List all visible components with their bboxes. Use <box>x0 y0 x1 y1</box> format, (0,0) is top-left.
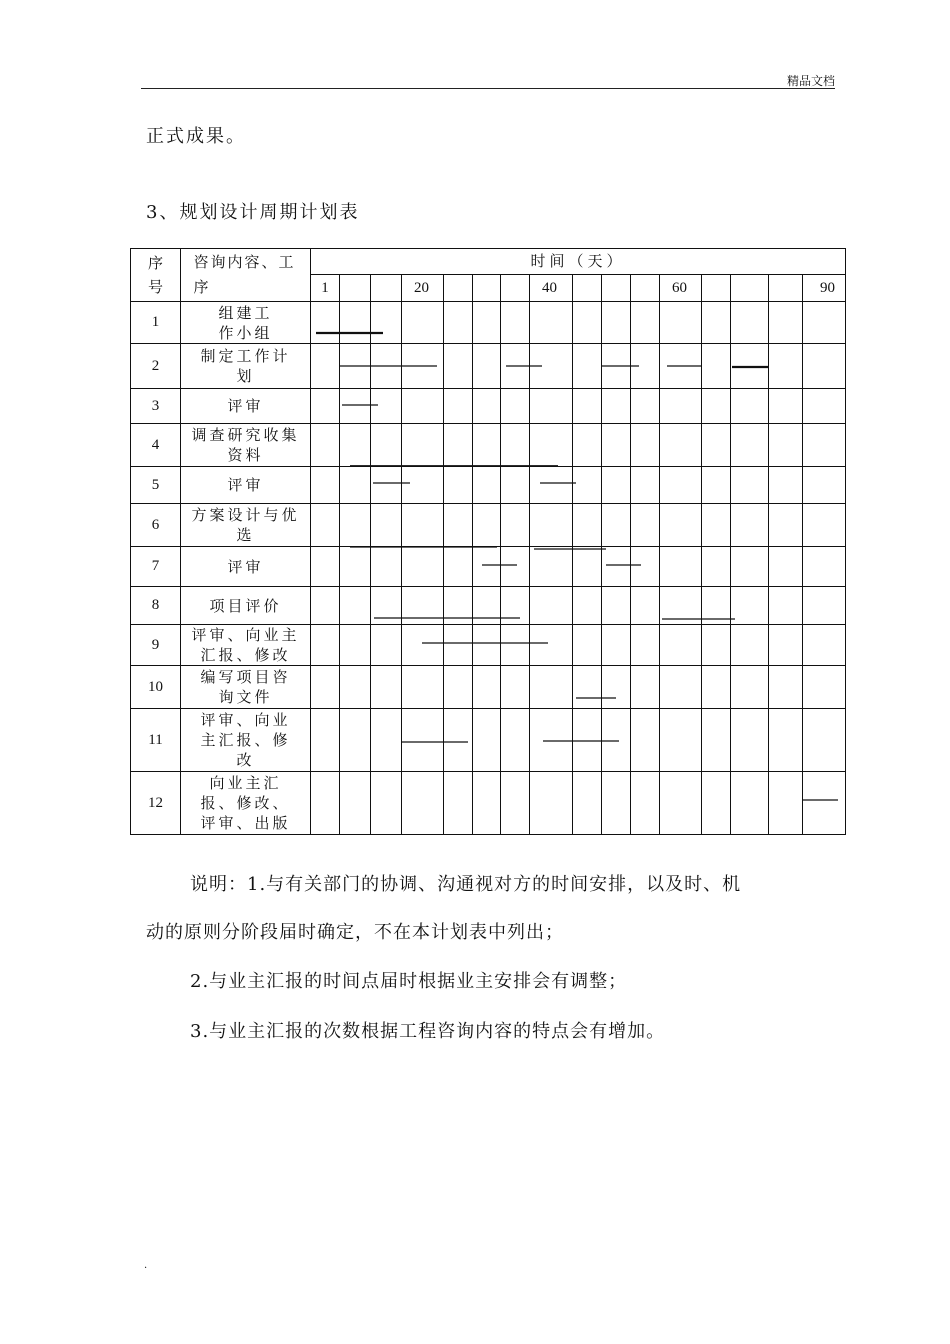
row-task: 组建工作小组 <box>181 302 311 344</box>
time-cell <box>660 424 702 467</box>
time-cell <box>702 344 731 389</box>
time-cell <box>371 547 402 587</box>
time-cell <box>803 709 846 772</box>
time-cell <box>702 467 731 504</box>
row-seq: 10 <box>131 666 181 709</box>
time-cell <box>371 625 402 666</box>
time-cell <box>311 302 340 344</box>
table-row <box>131 389 846 424</box>
header-time: 时间（天） <box>311 249 846 275</box>
row-seq: 1 <box>131 302 181 344</box>
time-cell <box>631 467 660 504</box>
time-cell <box>803 625 846 666</box>
note-line-3: 2.与业主汇报的时间点届时根据业主安排会有调整； <box>190 971 628 992</box>
time-cell <box>473 709 501 772</box>
table-row <box>131 587 846 625</box>
time-cell <box>631 625 660 666</box>
time-cell <box>530 772 573 835</box>
time-cell <box>573 344 602 389</box>
time-cell <box>340 424 371 467</box>
time-cell <box>501 587 530 625</box>
time-cell <box>602 504 631 547</box>
time-cell <box>402 547 444 587</box>
time-cell <box>731 389 769 424</box>
time-cell <box>473 587 501 625</box>
time-cell <box>702 587 731 625</box>
time-cell <box>473 424 501 467</box>
time-cell <box>340 467 371 504</box>
table-row <box>131 666 846 709</box>
table-row <box>131 302 846 344</box>
time-cell <box>769 625 803 666</box>
tick-empty <box>702 275 731 302</box>
time-cell <box>311 547 340 587</box>
time-cell <box>660 709 702 772</box>
time-cell <box>769 302 803 344</box>
row-seq: 9 <box>131 625 181 666</box>
time-cell <box>311 709 340 772</box>
time-cell <box>402 587 444 625</box>
time-cell <box>731 467 769 504</box>
time-cell <box>631 344 660 389</box>
row-task: 调查研究收集资料 <box>181 424 311 467</box>
time-cell <box>402 302 444 344</box>
time-cell <box>602 772 631 835</box>
tick-20: 20 <box>402 275 444 302</box>
tick-empty <box>473 275 501 302</box>
time-cell <box>402 772 444 835</box>
row-task: 向业主汇报、修改、评审、出版 <box>181 772 311 835</box>
time-cell <box>311 467 340 504</box>
row-task: 评审 <box>181 467 311 504</box>
time-cell <box>702 625 731 666</box>
row-task: 编写项目咨询文件 <box>181 666 311 709</box>
time-cell <box>530 389 573 424</box>
time-cell <box>602 344 631 389</box>
time-cell <box>444 772 473 835</box>
time-cell <box>702 389 731 424</box>
time-cell <box>444 587 473 625</box>
time-cell <box>602 467 631 504</box>
tick-empty <box>501 275 530 302</box>
row-task: 评审 <box>181 389 311 424</box>
time-cell <box>340 302 371 344</box>
time-cell <box>631 504 660 547</box>
time-cell <box>501 625 530 666</box>
time-cell <box>501 772 530 835</box>
time-cell <box>530 547 573 587</box>
tick-empty <box>444 275 473 302</box>
tick-empty <box>340 275 371 302</box>
time-cell <box>473 344 501 389</box>
time-cell <box>573 709 602 772</box>
time-cell <box>631 547 660 587</box>
row-task: 评审、向业主汇报、修改 <box>181 625 311 666</box>
time-cell <box>311 389 340 424</box>
tick-empty <box>731 275 769 302</box>
section-title: 3、规划设计周期计划表 <box>146 202 360 223</box>
time-cell <box>803 389 846 424</box>
header-seq: 序号 <box>131 249 181 302</box>
time-cell <box>444 424 473 467</box>
tick-empty <box>631 275 660 302</box>
time-cell <box>631 587 660 625</box>
time-cell <box>803 772 846 835</box>
schedule-table <box>130 248 846 835</box>
time-cell <box>769 772 803 835</box>
time-cell <box>402 666 444 709</box>
time-cell <box>602 389 631 424</box>
row-seq: 11 <box>131 709 181 772</box>
time-cell <box>340 772 371 835</box>
time-cell <box>371 389 402 424</box>
tick-40: 40 <box>530 275 573 302</box>
time-cell <box>602 587 631 625</box>
time-cell <box>631 389 660 424</box>
table-row <box>131 772 846 835</box>
time-cell <box>660 389 702 424</box>
time-cell <box>573 389 602 424</box>
row-task: 制定工作计划 <box>181 344 311 389</box>
time-cell <box>731 772 769 835</box>
time-cell <box>340 587 371 625</box>
header-label: 精品文档 <box>786 74 835 88</box>
time-cell <box>530 467 573 504</box>
time-cell <box>501 302 530 344</box>
note-line-2: 动的原则分阶段届时确定，不在本计划表中列出； <box>146 922 564 943</box>
time-cell <box>660 302 702 344</box>
tick-60: 60 <box>660 275 702 302</box>
time-cell <box>402 504 444 547</box>
time-cell <box>371 772 402 835</box>
time-cell <box>501 709 530 772</box>
time-cell <box>769 424 803 467</box>
row-task: 评审、向业主汇报、修改 <box>181 709 311 772</box>
time-cell <box>660 467 702 504</box>
time-cell <box>444 547 473 587</box>
time-cell <box>530 625 573 666</box>
time-cell <box>631 302 660 344</box>
header-content: 咨询内容、工序 <box>181 249 311 302</box>
time-cell <box>371 302 402 344</box>
time-cell <box>702 772 731 835</box>
time-cell <box>501 547 530 587</box>
footer-mark: . <box>144 1260 148 1271</box>
time-cell <box>803 344 846 389</box>
time-cell <box>631 709 660 772</box>
time-cell <box>631 772 660 835</box>
time-cell <box>573 467 602 504</box>
table-row <box>131 467 846 504</box>
tick-90: 90 <box>803 275 846 302</box>
time-cell <box>473 504 501 547</box>
time-cell <box>444 666 473 709</box>
time-cell <box>530 666 573 709</box>
time-cell <box>803 467 846 504</box>
time-cell <box>660 772 702 835</box>
row-task: 方案设计与优选 <box>181 504 311 547</box>
time-cell <box>660 504 702 547</box>
time-cell <box>769 504 803 547</box>
time-cell <box>530 424 573 467</box>
time-cell <box>573 625 602 666</box>
time-cell <box>402 709 444 772</box>
tick-empty <box>769 275 803 302</box>
time-cell <box>340 625 371 666</box>
time-cell <box>444 467 473 504</box>
time-cell <box>371 587 402 625</box>
time-cell <box>530 709 573 772</box>
time-cell <box>473 625 501 666</box>
time-cell <box>803 587 846 625</box>
time-cell <box>444 344 473 389</box>
time-cell <box>660 547 702 587</box>
time-cell <box>444 389 473 424</box>
time-cell <box>573 302 602 344</box>
time-cell <box>731 709 769 772</box>
time-cell <box>530 587 573 625</box>
time-cell <box>473 547 501 587</box>
time-cell <box>573 772 602 835</box>
time-cell <box>769 547 803 587</box>
time-cell <box>371 666 402 709</box>
time-cell <box>602 547 631 587</box>
note-line-4: 3.与业主汇报的次数根据工程咨询内容的特点会有增加。 <box>190 1021 666 1042</box>
time-cell <box>631 424 660 467</box>
time-cell <box>311 587 340 625</box>
time-cell <box>501 389 530 424</box>
time-cell <box>501 666 530 709</box>
time-cell <box>660 344 702 389</box>
table-row <box>131 709 846 772</box>
time-cell <box>803 302 846 344</box>
time-cell <box>702 302 731 344</box>
time-cell <box>340 547 371 587</box>
intro-text: 正式成果。 <box>146 126 246 147</box>
time-cell <box>731 424 769 467</box>
time-cell <box>371 424 402 467</box>
tick-empty <box>602 275 631 302</box>
time-cell <box>731 302 769 344</box>
time-cell <box>340 389 371 424</box>
time-cell <box>602 709 631 772</box>
time-cell <box>402 467 444 504</box>
time-cell <box>573 587 602 625</box>
table-row <box>131 625 846 666</box>
time-cell <box>473 772 501 835</box>
time-cell <box>444 302 473 344</box>
time-cell <box>702 709 731 772</box>
time-cell <box>311 424 340 467</box>
time-cell <box>371 504 402 547</box>
row-task: 评审 <box>181 547 311 587</box>
note-line-1: 说明：1.与有关部门的协调、沟通视对方的时间安排，以及时、机 <box>190 874 742 895</box>
time-cell <box>473 467 501 504</box>
time-cell <box>731 344 769 389</box>
time-cell <box>444 504 473 547</box>
time-cell <box>602 302 631 344</box>
time-cell <box>311 625 340 666</box>
time-cell <box>702 504 731 547</box>
time-cell <box>769 666 803 709</box>
time-cell <box>702 666 731 709</box>
header-rule <box>141 88 835 89</box>
time-cell <box>530 504 573 547</box>
time-cell <box>501 467 530 504</box>
row-seq: 5 <box>131 467 181 504</box>
table-row <box>131 504 846 547</box>
time-cell <box>769 389 803 424</box>
row-seq: 8 <box>131 587 181 625</box>
time-cell <box>702 547 731 587</box>
table-row <box>131 424 846 467</box>
row-seq: 4 <box>131 424 181 467</box>
time-cell <box>473 389 501 424</box>
row-seq: 12 <box>131 772 181 835</box>
time-cell <box>340 709 371 772</box>
tick-1: 1 <box>311 275 340 302</box>
time-cell <box>602 424 631 467</box>
time-cell <box>371 344 402 389</box>
time-cell <box>769 587 803 625</box>
row-seq: 2 <box>131 344 181 389</box>
table-row <box>131 344 846 389</box>
time-cell <box>530 302 573 344</box>
time-cell <box>444 625 473 666</box>
time-cell <box>311 504 340 547</box>
time-cell <box>602 625 631 666</box>
time-cell <box>340 666 371 709</box>
time-cell <box>530 344 573 389</box>
time-cell <box>311 772 340 835</box>
time-cell <box>402 389 444 424</box>
time-cell <box>769 467 803 504</box>
row-task: 项目评价 <box>181 587 311 625</box>
time-cell <box>769 344 803 389</box>
time-cell <box>803 547 846 587</box>
time-cell <box>402 625 444 666</box>
table-row <box>131 547 846 587</box>
time-cell <box>602 666 631 709</box>
time-cell <box>473 666 501 709</box>
time-cell <box>311 344 340 389</box>
time-cell <box>573 424 602 467</box>
row-seq: 6 <box>131 504 181 547</box>
time-cell <box>731 666 769 709</box>
time-cell <box>402 424 444 467</box>
time-cell <box>371 467 402 504</box>
time-cell <box>660 625 702 666</box>
time-cell <box>311 666 340 709</box>
time-cell <box>731 547 769 587</box>
time-cell <box>660 587 702 625</box>
time-cell <box>803 424 846 467</box>
time-cell <box>573 666 602 709</box>
time-cell <box>803 666 846 709</box>
time-cell <box>769 709 803 772</box>
time-cell <box>501 424 530 467</box>
time-cell <box>371 709 402 772</box>
time-cell <box>631 666 660 709</box>
time-cell <box>660 666 702 709</box>
time-cell <box>402 344 444 389</box>
time-cell <box>702 424 731 467</box>
time-cell <box>731 504 769 547</box>
row-seq: 7 <box>131 547 181 587</box>
time-cell <box>803 504 846 547</box>
time-cell <box>573 547 602 587</box>
time-cell <box>444 709 473 772</box>
row-seq: 3 <box>131 389 181 424</box>
time-cell <box>731 625 769 666</box>
time-cell <box>473 302 501 344</box>
time-cell <box>573 504 602 547</box>
time-cell <box>501 344 530 389</box>
time-cell <box>731 587 769 625</box>
tick-empty <box>573 275 602 302</box>
time-cell <box>340 344 371 389</box>
time-cell <box>501 504 530 547</box>
time-cell <box>340 504 371 547</box>
tick-empty <box>371 275 402 302</box>
